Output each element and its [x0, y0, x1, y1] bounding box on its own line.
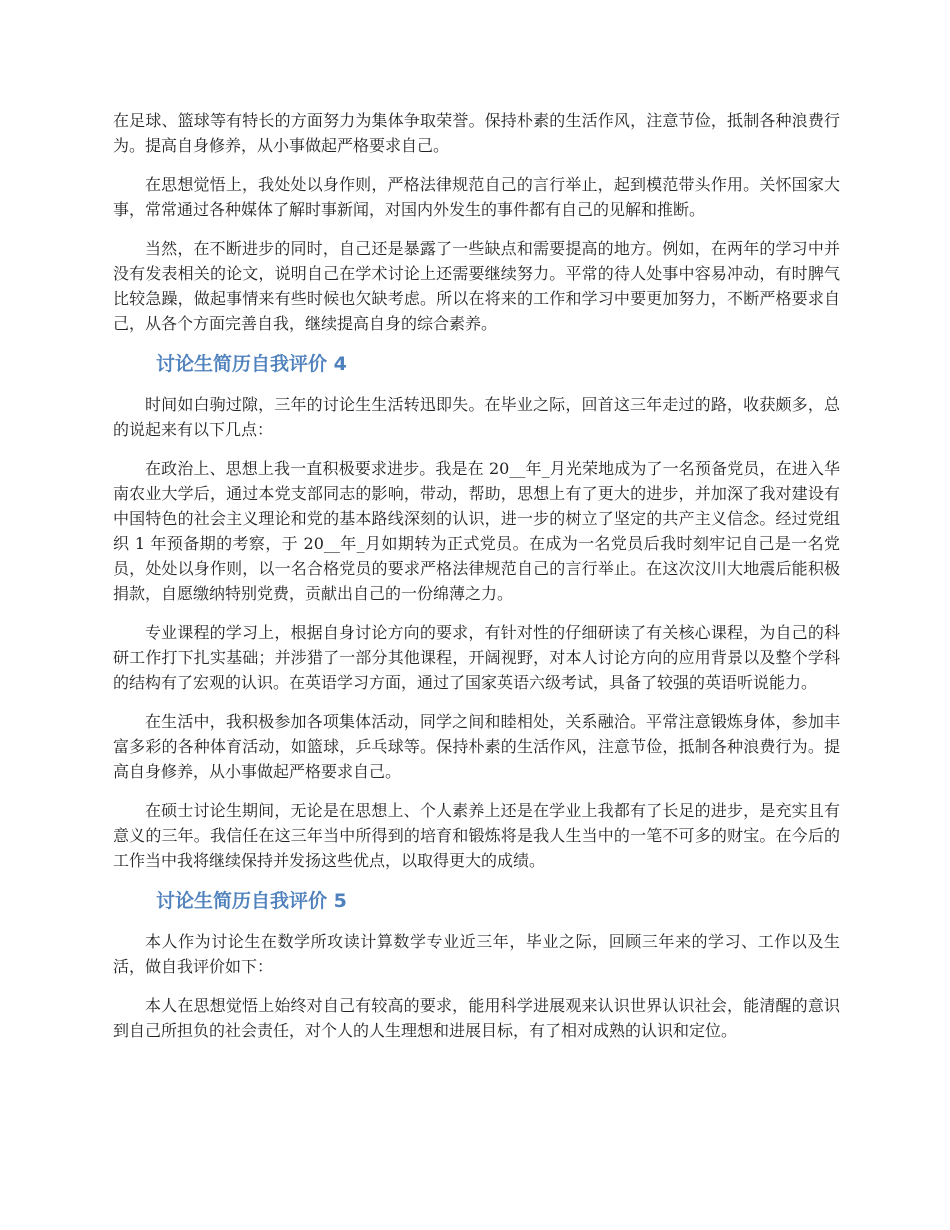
section-heading-4: 讨论生简历自我评价 4: [156, 353, 347, 375]
paragraph: 在足球、篮球等有特长的方面努力为集体争取荣誉。保持朴素的生活作风，注意节俭，抵制各种浪费行为。提高自身修养，从小事做起严格要求自己。: [113, 111, 840, 155]
paragraph: 在硕士讨论生期间，无论是在思想上、个人素养上还是在学业上我都有了长足的进步，是充实且有意义的三年。我信任在这三年当中所得到的培育和锻炼将是我人生当中的一笔不可多的财宝。在今后的工作当中我将继续保持并发扬这些优点，以取得更大的成绩。: [113, 801, 840, 870]
paragraph: 在生活中，我积极参加各项集体活动，同学之间和睦相处，关系融洽。平常注意锻炼身体，参加丰富多彩的各种体育活动，如篮球，乒乓球等。保持朴素的生活作风，注意节俭，抵制各种浪费行为。提高自身修养，从小事做起严格要求自己。: [113, 712, 840, 781]
paragraph: 在政治上、思想上我一直积极要求进步。我是在 20__年_月光荣地成为了一名预备党员，在进入华南农业大学后，通过本党支部同志的影响，带动，帮助，思想上有了更大的进步，并加深了我对建设有中国特色的社会主义理论和党的基本路线深刻的认识，进一步的树立了坚定的共产主义信念。经过党组织 1 年预备期的考察，于 20__年_月如期转为正式党员。在成为一名党员后我时刻牢记自己是一名党员，处处以身作则，以一名合格党员的要求严格法律规范自己的言行举止。在这次汶川大地震后能积极捐款，自愿缴纳特别党费，贡献出自己的一份绵薄之力。: [113, 459, 840, 603]
paragraph: 在思想觉悟上，我处处以身作则，严格法律规范自己的言行举止，起到模范带头作用。关怀国家大事，常常通过各种媒体了解时事新闻，对国内外发生的事件都有自己的见解和推断。: [113, 175, 840, 219]
paragraph: 本人在思想觉悟上始终对自己有较高的要求，能用科学进展观来认识世界认识社会，能清醒的意识到自己所担负的社会责任，对个人的人生理想和进展目标，有了相对成熟的认识和定位。: [113, 996, 840, 1040]
section-heading-5: 讨论生简历自我评价 5: [156, 890, 347, 912]
paragraph: 专业课程的学习上，根据自身讨论方向的要求，有针对性的仔细研读了有关核心课程，为自己的科研工作打下扎实基础；并涉猎了一部分其他课程，开阔视野，对本人讨论方向的应用背景以及整个学科的结构有了宏观的认识。在英语学习方面，通过了国家英语六级考试，具备了较强的英语听说能力。: [113, 623, 840, 692]
paragraph: 时间如白驹过隙，三年的讨论生生活转迅即失。在毕业之际，回首这三年走过的路，收获颇多，总的说起来有以下几点：: [113, 395, 840, 439]
document-page: [113, 108, 840, 1057]
paragraph: 当然，在不断进步的同时，自己还是暴露了一些缺点和需要提高的地方。例如，在两年的学习中并没有发表相关的论文，说明自己在学术讨论上还需要继续努力。平常的待人处事中容易冲动，有时脾气比较急躁，做起事情来有些时候也欠缺考虑。所以在将来的工作和学习中要更加努力，不断严格要求自己，从各个方面完善自我，继续提高自身的综合素养。: [113, 239, 840, 333]
paragraph: 本人作为讨论生在数学所攻读计算数学专业近三年，毕业之际，回顾三年来的学习、工作以及生活，做自我评价如下：: [113, 932, 840, 976]
